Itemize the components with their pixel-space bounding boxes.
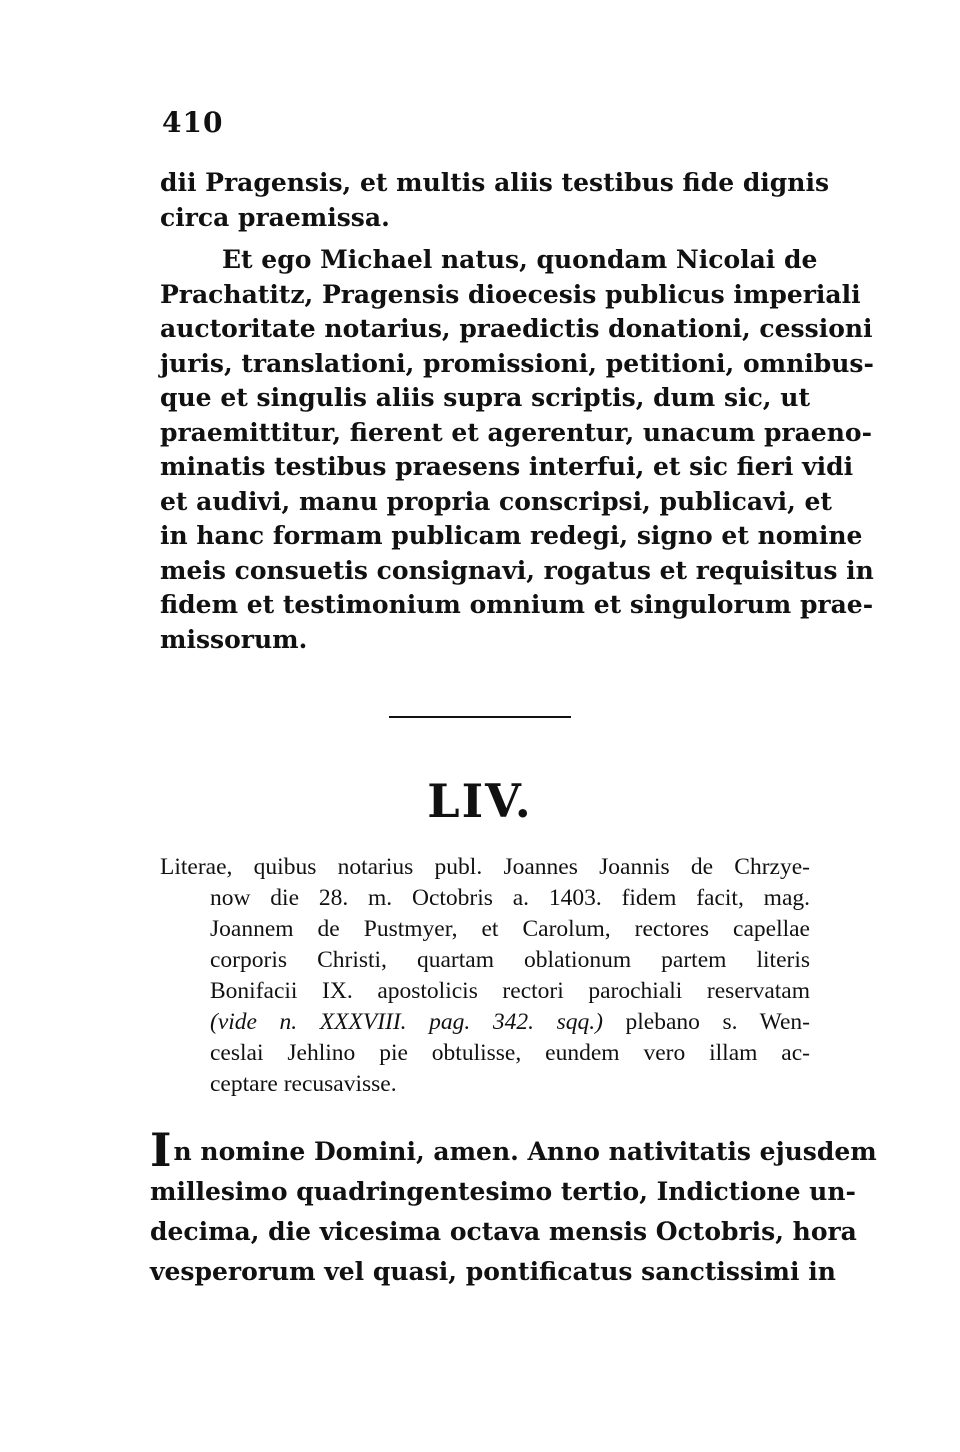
text-line: circa praemissa. (160, 202, 390, 232)
document-opening (150, 1123, 877, 1292)
text-line: meis consuetis consignavi, rogatus et requisitus in (160, 555, 874, 585)
page-number: 410 (162, 106, 224, 139)
document-summary (160, 852, 810, 1100)
text-line: juris, translationi, promissioni, petitioni, omnibus- (160, 348, 874, 378)
summary-line-text: plebano s. Wen- (625, 1009, 810, 1035)
text-line: fidem et testimonium omnium et singulorum prae- (160, 590, 874, 619)
opening-line: millesimo quadringentesimo tertio, Indictione un- (150, 1177, 856, 1206)
text-line: in hanc formam publicam redegi, signo et nomine (160, 521, 863, 550)
text-line: missorum. (160, 624, 308, 654)
text-line: et audivi, manu propria conscripsi, publicavi, et (160, 486, 832, 516)
text-line: dii Pragensis, et multis aliis testibus fide dignis (160, 168, 830, 197)
opening-line (150, 1123, 877, 1177)
text-line: Et ego Michael natus, quondam Nicolai de (222, 245, 818, 274)
cross-reference: (vide n. XXXVIII. pag. 342. sqq.) (210, 1009, 603, 1035)
summary-line: Bonifacii IX. apostolicis rectori parochiali reservatam (210, 978, 810, 1004)
summary-line (160, 1007, 810, 1038)
section-divider (389, 716, 571, 718)
summary-line: corporis Christi, quartam oblationum partem literis (210, 947, 810, 973)
summary-line: Joannem de Pustmyer, et Carolum, rectores capellae (210, 916, 810, 942)
text-line: auctoritate notarius, praedictis donationi, cessioni (160, 314, 873, 343)
text-line: Prachatitz, Pragensis dioecesis publicus imperiali (160, 279, 861, 309)
summary-line: ceslai Jehlino pie obtulisse, eundem vero illam ac- (210, 1040, 810, 1066)
opening-line: vesperorum vel quasi, pontificatus sanctissimi in (150, 1257, 836, 1286)
document-number-heading: LIV. (427, 774, 533, 828)
summary-line: Literae, quibus notarius publ. Joannes Joannis de Chrzye- (160, 854, 810, 880)
opening-line: decima, die vicesima octava mensis Octobris, hora (150, 1217, 857, 1246)
text-line: praemittitur, fierent et agerentur, unacum praeno- (160, 417, 872, 447)
text-line: que et singulis aliis supra scriptis, dum sic, ut (160, 383, 810, 412)
summary-line: now die 28. m. Octobris a. 1403. fidem facit, mag. (210, 885, 810, 911)
opening-line-text: n nomine Domini, amen. Anno nativitatis ejusdem (173, 1137, 877, 1166)
text-line: minatis testibus praesens interfui, et sic fieri vidi (160, 452, 854, 481)
paragraph-continuation (160, 166, 830, 235)
initial-letter: I (150, 1123, 172, 1177)
notary-paragraph (160, 243, 874, 657)
summary-line: ceptare recusavisse. (210, 1071, 397, 1097)
